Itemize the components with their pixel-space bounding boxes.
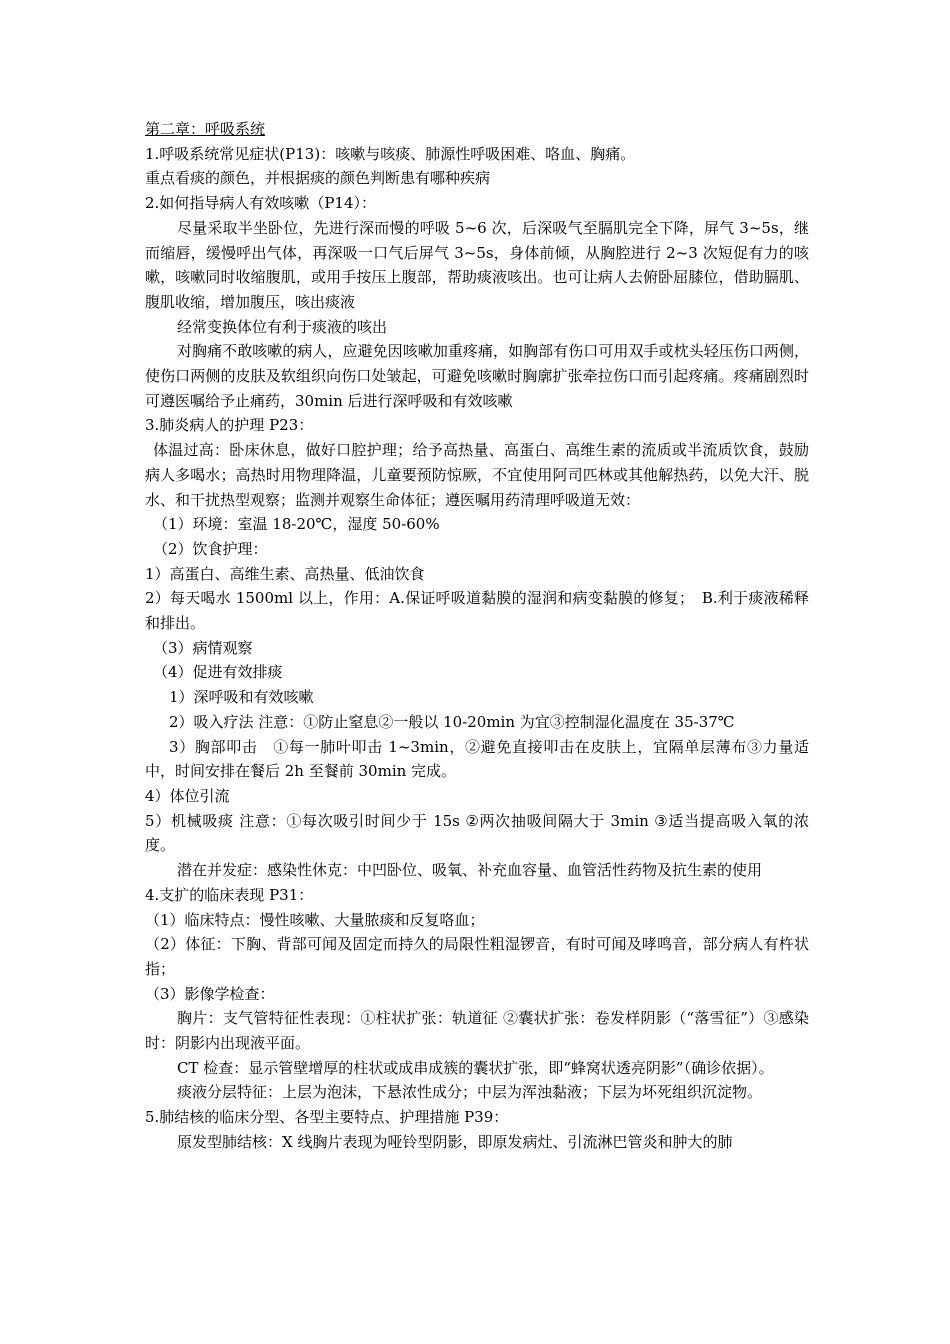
paragraph: CT 检查：显示管壁增厚的柱状或成串成簇的囊状扩张，即“蜂窝状透亮阴影”（确诊依据）。	[177, 1058, 774, 1077]
list-item: （3）病情观察	[153, 638, 253, 657]
paragraph: 原发型肺结核：X 线胸片表现为哑铃型阴影，即原发病灶、引流淋巴管炎和肿大的肺	[177, 1132, 733, 1151]
section-heading: 3.肺炎病人的护理 P23：	[145, 416, 314, 435]
list-item: （4）促进有效排痰	[153, 663, 283, 682]
list-item: 2）每天喝水 1500ml 以上，作用：A.保证呼吸道黏膜的湿润和病变黏膜的修复； B.利于痰液稀释和排出。	[145, 589, 809, 633]
document-body	[145, 117, 809, 1155]
paragraph: 胸片：支气管特征性表现：①柱状扩张：轨道征 ②囊状扩张：卷发样阴影（“落雪征”）③感染时：阴影内出现液平面。	[145, 1009, 809, 1053]
list-item: 4）体位引流	[145, 786, 230, 805]
paragraph: 尽量采取半坐卧位，先进行深而慢的呼吸 5~6 次，后深吸气至膈肌完全下降，屏气 3~5s，继而缩唇，缓慢呼出气体，再深吸一口气后屏气 3~5s，身体前倾，从胸腔进行 2~3 次短促有力的咳嗽，咳嗽同时收缩腹肌，或用手按压上腹部，帮助痰液咳出。也可让病人去俯卧屈膝位，借助膈肌、腹肌收缩，增加腹压，咳出痰液	[145, 218, 809, 311]
list-item: （3）影像学检查：	[145, 984, 275, 1003]
list-item: 1）高蛋白、高维生素、高热量、低油饮食	[145, 564, 425, 583]
list-item: 5）机械吸痰 注意：①每次吸引时间少于 15s ②两次抽吸间隔大于 3min ③适当提高吸入氧的浓度。	[145, 811, 809, 855]
paragraph: 潜在并发症：感染性休克：中凹卧位、吸氧、补充血容量、血管活性药物及抗生素的使用	[177, 861, 763, 880]
paragraph: 重点看痰的颜色，并根据痰的颜色判断患有哪种疾病	[145, 169, 491, 188]
list-item: （1）临床特点：慢性咳嗽、大量脓痰和反复咯血；	[145, 910, 485, 929]
section-heading: 4.支扩的临床表现 P31：	[145, 885, 314, 904]
paragraph: 痰液分层特征：上层为泡沫，下悬浓性成分；中层为浑浊黏液；下层为坏死组织沉淀物。	[177, 1083, 763, 1102]
paragraph: 经常变换体位有利于痰液的咳出	[177, 317, 388, 336]
list-item: （2）饮食护理：	[153, 539, 268, 558]
list-item: （2）体征：下胸、背部可闻及固定而持久的局限性粗湿锣音，有时可闻及哮鸣音，部分病人有杵状指；	[145, 935, 809, 978]
list-item: 1）深呼吸和有效咳嗽	[169, 688, 314, 707]
section-heading: 5.肺结核的临床分型、各型主要特点、护理措施 P39：	[145, 1108, 509, 1127]
paragraph: 对胸痛不敢咳嗽的病人，应避免因咳嗽加重疼痛，如胸部有伤口可用双手或枕头轻压伤口两侧，使伤口两侧的皮肤及软组织向伤口处皱起，可避免咳嗽时胸廓扩张牵拉伤口而引起疼痛。疼痛剧烈时可遵医嘱给予止痛药，30min 后进行深呼吸和有效咳嗽	[145, 342, 809, 410]
paragraph: 体温过高：卧床休息，做好口腔护理；给予高热量、高蛋白、高维生素的流质或半流质饮食，鼓励病人多喝水；高热时用物理降温，儿童要预防惊厥，不宜使用阿司匹林或其他解热药，以免大汗、脱水、和干扰热型观察；监测并观察生命体征；遵医嘱用药清理呼吸道无效：	[145, 441, 809, 509]
list-item: 2）吸入疗法 注意：①防止窒息②一般以 10-20min 为宜③控制湿化温度在 35-37℃	[169, 712, 735, 731]
section-heading: 1.呼吸系统常见症状(P13)：咳嗽与咳痰、肺源性呼吸困难、咯血、胸痛。	[145, 144, 636, 163]
list-item: （1）环境：室温 18-20℃，湿度 50-60%	[153, 515, 440, 534]
chapter-title: 第二章：呼吸系统	[145, 120, 266, 138]
list-item: 3）胸部叩击 ①每一肺叶叩击 1~3min，②避免直接叩击在皮肤上，宜隔单层薄布③力量适中，时间安排在餐后 2h 至餐前 30min 完成。	[145, 737, 809, 781]
section-heading: 2.如何指导病人有效咳嗽（P14）：	[145, 194, 376, 213]
